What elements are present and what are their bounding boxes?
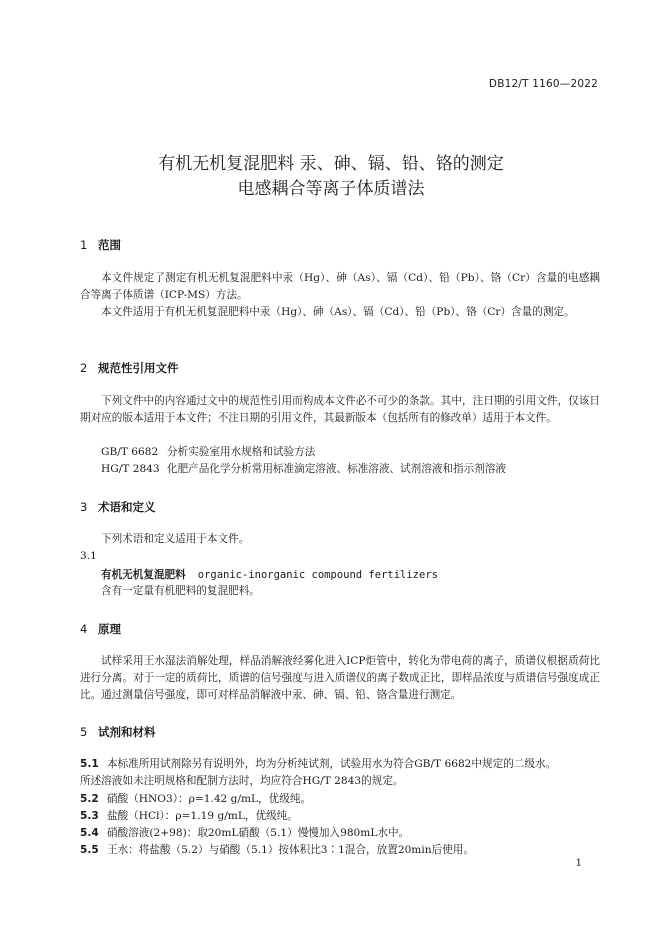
title-line-2: 电感耦合等离子体质谱法 <box>237 179 425 199</box>
normative-paragraph: 下列文件中的内容通过文中的规范性引用而构成本文件必不可少的条款。其中，注日期的引用文件，仅该日期对应的版本适用于本文件；不注日期的引用文件，其最新版本（包括所有的修改单）适用于本文件。 <box>80 395 600 424</box>
term-definition: 含有一定量有机肥料的复混肥料。 <box>101 585 260 597</box>
reagent-item-continuation: 所述溶液如未注明规格和配制方法时，均应符合HG/T 2843的规定。 <box>80 775 404 787</box>
scope-paragraph-1: 本文件规定了测定有机无机复混肥料中汞（Hg）、砷（As）、镉（Cd）、铅（Pb）、铬（Cr）含量的电感耦合等离子体质谱（ICP-MS）方法。 <box>80 272 600 301</box>
reference-item: GB/T 6682 分析实验室用水规格和试验方法 <box>101 446 316 458</box>
reagent-item: 5.4 硝酸溶液(2+98)：取20mL硝酸（5.1）慢慢加入980mL水中。 <box>80 827 410 839</box>
reagent-item: 5.2 硝酸（HNO3）：ρ=1.42 g/mL，优级纯。 <box>80 793 312 805</box>
reagent-item: 5.3 盐酸（HCl）：ρ=1.19 g/mL，优级纯。 <box>80 810 298 822</box>
principle-paragraph: 试样采用王水湿法消解处理，样品消解液经雾化进入ICP炬管中，转化为带电荷的离子，质谱仪根据质荷比进行分离。对于一定的质荷比，质谱的信号强度与进入质谱仪的离子数成正比，即样品浓度与质谱信号强度成正比。通过测量信号强度，即可对样品消解液中汞、砷、镉、铅、铬含量进行测定。 <box>80 655 600 701</box>
title-line-1: 有机无机复混肥料 汞、砷、镉、铅、铬的测定 <box>158 154 504 174</box>
reagent-item: 5.5 王水：将盐酸（5.2）与硝酸（5.1）按体积比3∶1混合，放置20min后使用。 <box>80 844 474 856</box>
document-number: DB12/T 1160—2022 <box>488 78 598 90</box>
section-heading-normative: 2 规范性引用文件 <box>80 361 179 375</box>
page-number: 1 <box>575 858 582 869</box>
section-heading-reagents: 5 试剂和材料 <box>80 725 156 739</box>
term-name: 有机无机复混肥料 organic-inorganic compound fertilizers <box>101 569 438 581</box>
section-heading-terms: 3 术语和定义 <box>80 500 156 514</box>
scope-paragraph-2: 本文件适用于有机无机复混肥料中汞（Hg）、砷（As）、镉（Cd）、铅（Pb）、铬（Cr）含量的测定。 <box>101 306 575 318</box>
section-heading-scope: 1 范围 <box>80 238 121 252</box>
reagent-item: 5.1 本标准所用试剂除另有说明外，均为分析纯试剂，试验用水为符合GB/T 6682中规定的二级水。 <box>80 758 557 770</box>
section-heading-principle: 4 原理 <box>80 622 121 636</box>
term-number: 3.1 <box>80 550 97 562</box>
terms-paragraph: 下列术语和定义适用于本文件。 <box>101 533 250 545</box>
reference-item: HG/T 2843 化肥产品化学分析常用标准滴定溶液、标准溶液、试剂溶液和指示剂溶液 <box>101 463 506 475</box>
document-title <box>0 152 662 202</box>
